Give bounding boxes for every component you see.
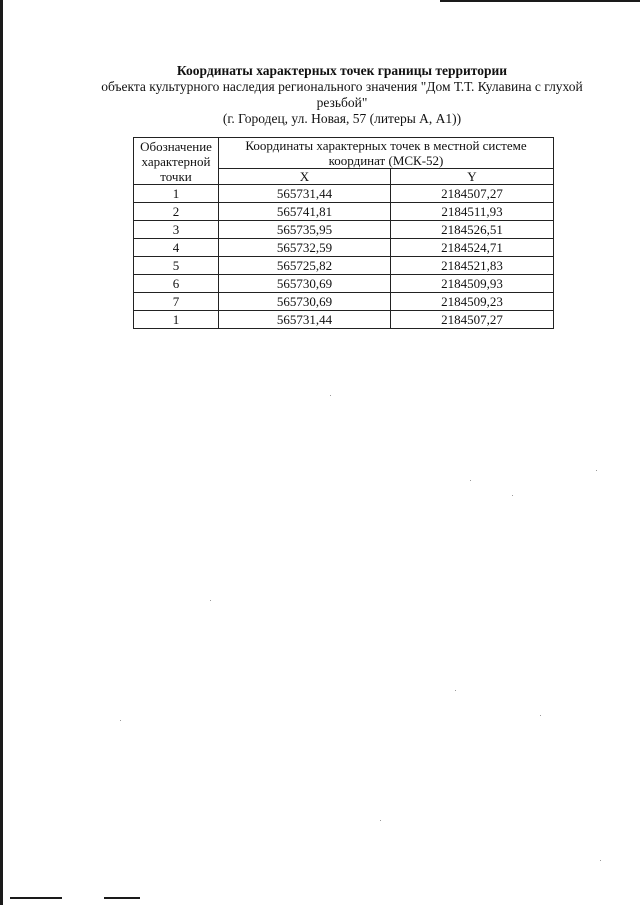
document-title: Координаты характерных точек границы территории [176, 63, 508, 78]
cell-point: 2 [134, 203, 219, 221]
header-point: Обозначение характерной точки [134, 138, 219, 185]
scan-speck [540, 715, 541, 716]
cell-y: 2184526,51 [391, 221, 554, 239]
cell-point: 3 [134, 221, 219, 239]
cell-point: 1 [134, 185, 219, 203]
header-coords: Координаты характерных точек в местной системе координат (МСК-52) [219, 138, 554, 169]
cell-point: 7 [134, 293, 219, 311]
scan-speck [210, 600, 211, 601]
cell-y: 2184509,93 [391, 275, 554, 293]
cell-x: 565731,44 [219, 311, 391, 329]
table-row [134, 275, 554, 293]
scan-speck [596, 470, 597, 471]
cell-y: 2184507,27 [391, 311, 554, 329]
cell-x: 565730,69 [219, 275, 391, 293]
scan-speck [470, 480, 471, 481]
scan-speck [380, 820, 381, 821]
cell-y: 2184507,27 [391, 185, 554, 203]
cell-y: 2184511,93 [391, 203, 554, 221]
table-row [134, 239, 554, 257]
table-row [134, 185, 554, 203]
document-header [90, 63, 594, 127]
scan-speck [330, 395, 331, 396]
cell-point: 5 [134, 257, 219, 275]
scan-bottom-mark [104, 897, 140, 899]
scan-speck [455, 690, 456, 691]
table-row [134, 221, 554, 239]
scan-bottom-mark [10, 897, 62, 899]
scan-top-mark [440, 0, 640, 2]
cell-x: 565730,69 [219, 293, 391, 311]
scan-speck [600, 860, 601, 861]
table-row [134, 257, 554, 275]
header-y: Y [391, 169, 554, 185]
table-row [134, 203, 554, 221]
cell-x: 565732,59 [219, 239, 391, 257]
document-subtitle: объекта культурного наследия регионального значения "Дом Т.Т. Кулавина с глухой резьбой" [101, 79, 583, 110]
cell-x: 565735,95 [219, 221, 391, 239]
cell-x: 565725,82 [219, 257, 391, 275]
cell-point: 4 [134, 239, 219, 257]
scan-left-edge [0, 0, 3, 905]
cell-y: 2184509,23 [391, 293, 554, 311]
table-header-row [134, 138, 554, 169]
document-address: (г. Городец, ул. Новая, 57 (литеры А, А1)) [222, 111, 462, 126]
cell-point: 1 [134, 311, 219, 329]
header-x: X [219, 169, 391, 185]
table-row [134, 293, 554, 311]
table-row [134, 311, 554, 329]
scan-speck [120, 720, 121, 721]
scan-speck [512, 495, 513, 496]
cell-point: 6 [134, 275, 219, 293]
cell-x: 565731,44 [219, 185, 391, 203]
cell-y: 2184521,83 [391, 257, 554, 275]
cell-y: 2184524,71 [391, 239, 554, 257]
coordinates-table [133, 137, 554, 329]
cell-x: 565741,81 [219, 203, 391, 221]
